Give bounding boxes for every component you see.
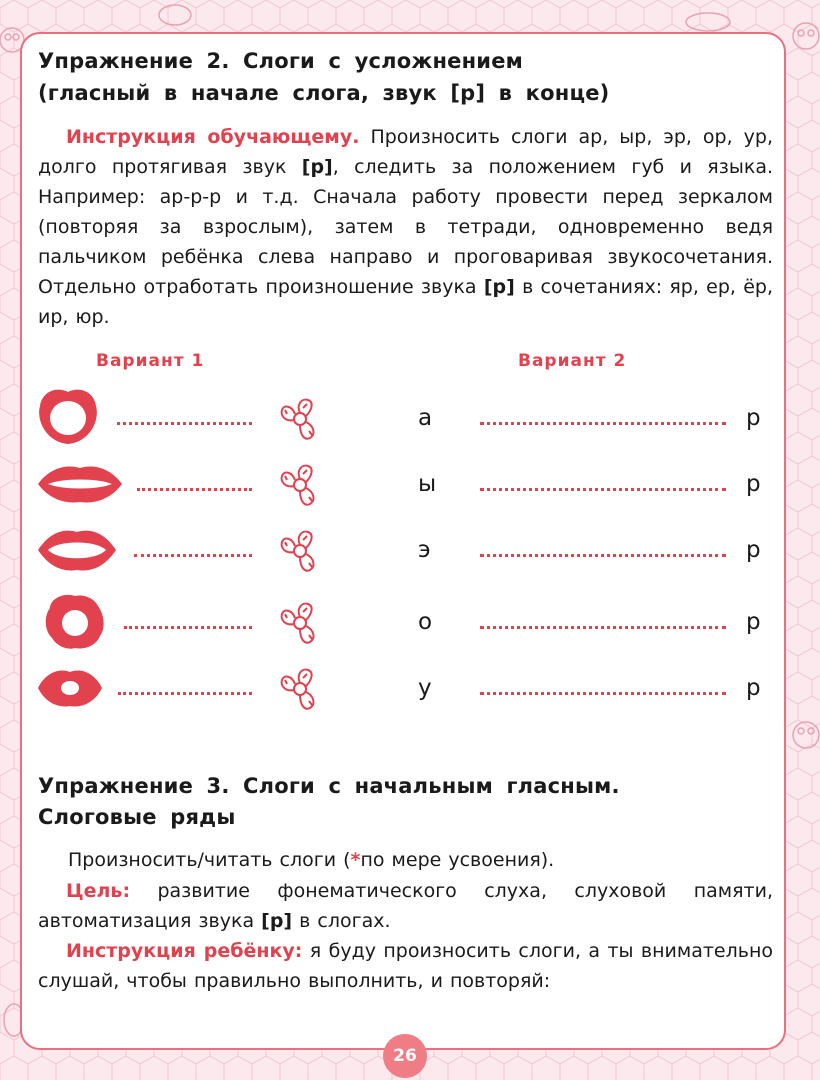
consonant-letter: р <box>746 405 761 431</box>
consonant-letter: р <box>746 537 761 563</box>
dotted-line <box>124 626 252 629</box>
exercise3-title-line2: Слоговые ряды <box>38 805 236 829</box>
syllable-row <box>0 454 820 514</box>
lips-smile-open-icon <box>36 526 118 574</box>
instruction-text-3: в сочетаниях: яр, ер, ёр, ир, юр. <box>38 276 774 328</box>
vowel-letter: ы <box>418 471 437 497</box>
exercise3-line1-b: по мере усвоения). <box>360 849 555 871</box>
dotted-line <box>480 554 726 557</box>
goal-text-1: развитие фонематического слуха, слуховой памяти, автоматизация звука <box>38 880 773 932</box>
exercise2-title-line1: Упражнение 2. Слоги с усложнением <box>38 49 524 73</box>
lips-round-icon <box>44 594 106 650</box>
dotted-line <box>134 554 252 557</box>
exercise2-instruction <box>38 122 773 332</box>
lips-open-icon <box>36 388 100 448</box>
lips-pursed-icon <box>36 666 104 710</box>
dotted-line <box>480 692 726 695</box>
vowel-letter: а <box>418 405 433 431</box>
exercise3-title-line1: Упражнение 3. Слоги с начальным гласным. <box>38 774 620 798</box>
syllable-row <box>0 592 820 652</box>
exercise3-line1-a: Произносить/читать слоги ( <box>68 849 351 871</box>
consonant-letter: р <box>746 471 761 497</box>
asterisk: * <box>350 849 361 871</box>
consonant-letter: р <box>746 609 761 635</box>
exercise3-child-instruction <box>38 936 773 996</box>
child-instruction-label: Инструкция ребёнку: <box>66 940 303 962</box>
exercise2-title-line2: (гласный в начале слога, звук [р] в конце) <box>38 81 610 105</box>
exercise3-line1 <box>68 845 768 875</box>
fan-icon <box>276 396 324 442</box>
page-number: 26 <box>383 1034 427 1078</box>
dotted-line <box>137 488 252 491</box>
dotted-line <box>480 422 726 425</box>
lips-smile-icon <box>36 462 124 506</box>
syllable-row <box>0 520 820 580</box>
sound-r-2: [р] <box>483 276 515 298</box>
child-instruction-text: я буду произносить слоги, а ты внимательно слушай, чтобы правильно выполнить, и повторяй: <box>38 940 773 992</box>
variant1-title: Вариант 1 <box>96 351 205 371</box>
sound-r-1: [р] <box>301 156 333 178</box>
instruction-label: Инструкция обучающему. <box>66 126 360 148</box>
goal-label: Цель: <box>66 880 131 902</box>
dotted-line <box>480 488 726 491</box>
dotted-line <box>480 626 726 629</box>
vowel-letter: э <box>418 537 431 563</box>
consonant-letter: р <box>746 675 761 701</box>
dotted-line <box>118 692 252 695</box>
fan-icon <box>276 666 324 712</box>
vowel-letter: о <box>418 609 433 635</box>
fan-icon <box>276 462 324 508</box>
syllable-row <box>0 388 820 448</box>
dotted-line <box>117 422 252 425</box>
goal-text-2: в слогах. <box>292 910 391 932</box>
variant2-title: Вариант 2 <box>518 351 627 371</box>
instruction-text-1: Произносить слоги ар, ыр, эр, ор, ур, долго протягивая звук <box>38 126 773 178</box>
syllable-row <box>0 658 820 718</box>
fan-icon <box>276 600 324 646</box>
fan-icon <box>276 528 324 574</box>
vowel-letter: у <box>418 675 432 701</box>
instruction-text-2: , следить за положением губ и языка. Например: ар-р-р и т.д. Сначала работу провести перед зеркалом (повторяя за взрослым), затем в тетради, одновременно ведя пальчиком ребёнка слева направо и проговаривая звукосочетания. Отдельно отработать произношение звука <box>38 156 773 298</box>
exercise3-goal <box>38 876 773 936</box>
goal-sound: [р] <box>261 910 293 932</box>
